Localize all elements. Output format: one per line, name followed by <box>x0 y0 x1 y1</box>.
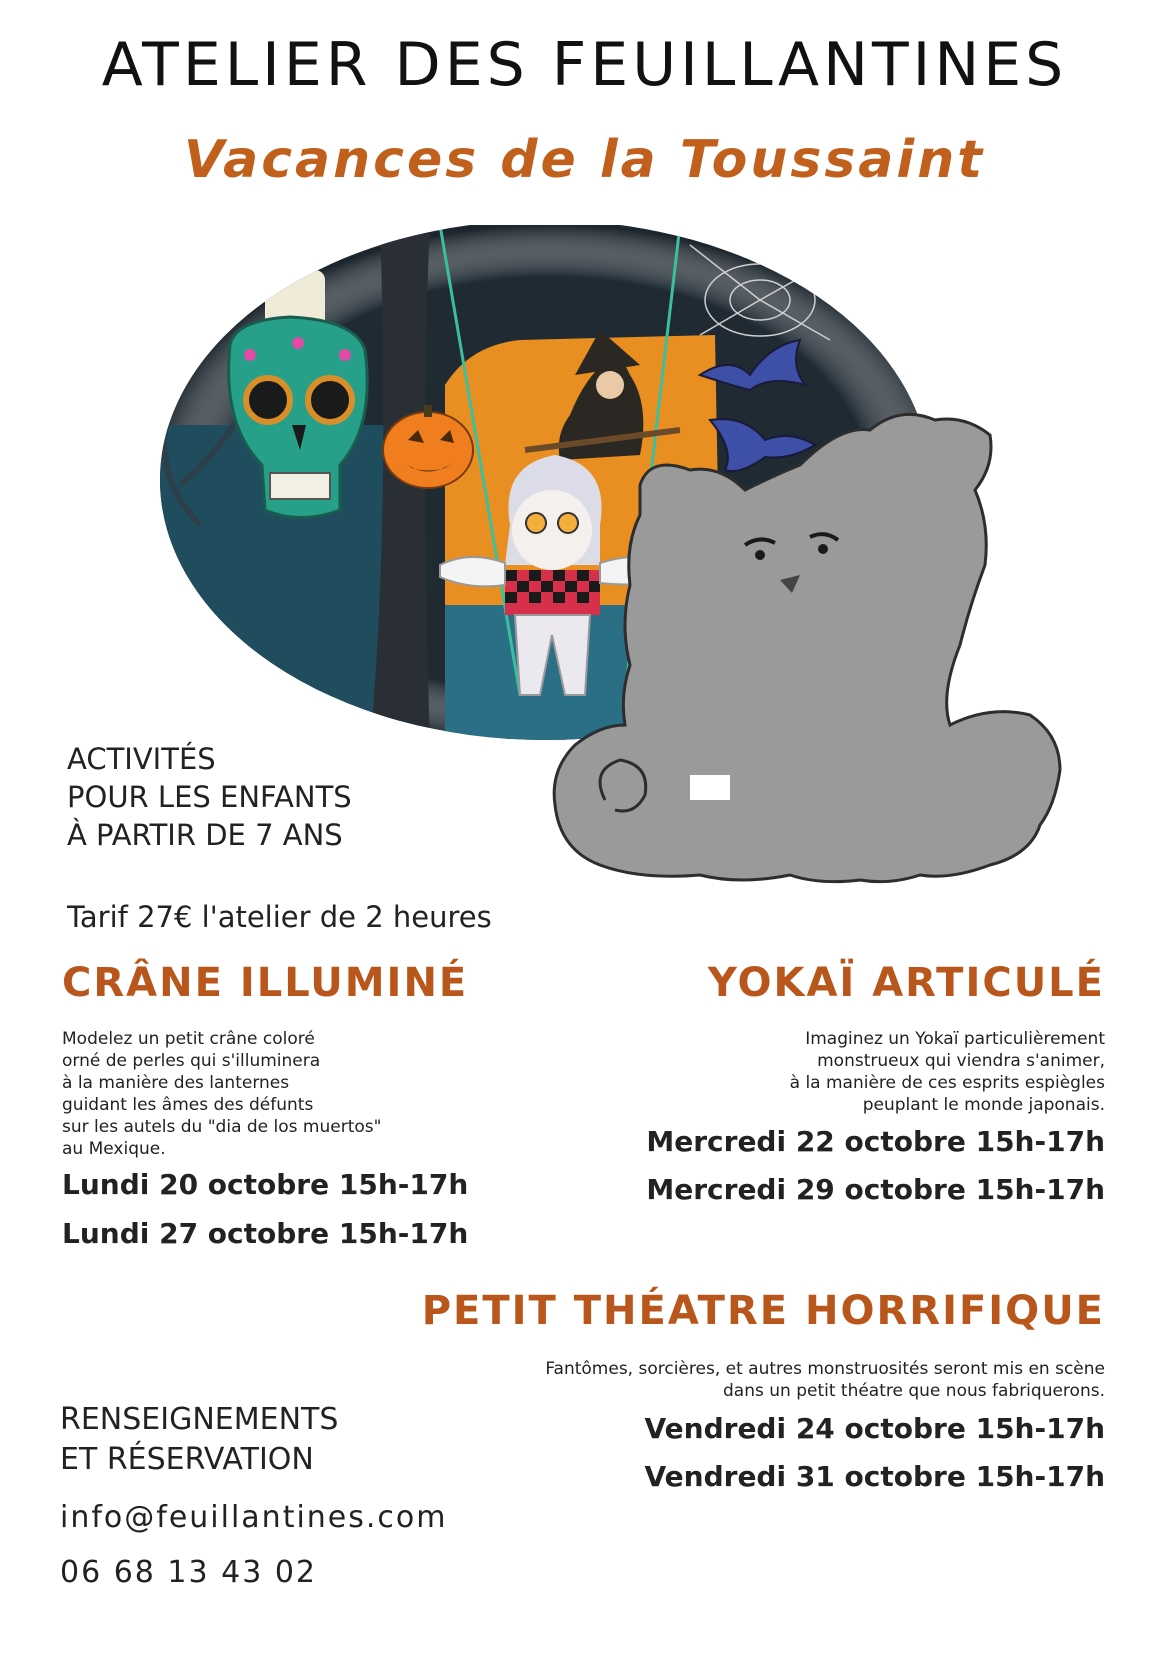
workshop-crane-date-1: Lundi 20 octobre 15h-17h <box>62 1168 469 1201</box>
workshop-yokai-date-2: Mercredi 29 octobre 15h-17h <box>646 1173 1105 1206</box>
contact-email[interactable]: info@feuillantines.com <box>60 1500 448 1535</box>
intro-line-activities: ACTIVITÉS <box>67 742 216 776</box>
workshop-theatre-date-1: Vendredi 24 octobre 15h-17h <box>644 1412 1105 1445</box>
contact-label-line-2: ET RÉSERVATION <box>60 1442 314 1477</box>
contact-phone[interactable]: 06 68 13 43 02 <box>60 1555 318 1590</box>
workshop-yokai-description: Imaginez un Yokaï particulièrement monstrueux qui viendra s'animer, à la manière de ces esprits espiègles peuplant le monde japonais. <box>789 1029 1105 1115</box>
contact-label <box>60 1400 338 1480</box>
workshop-yokai-title: YOKAÏ ARTICULÉ <box>707 960 1105 1006</box>
workshop-theatre-description: Fantômes, sorcières, et autres monstruosités seront mis en scène dans un petit théatre que nous fabriquerons. <box>545 1359 1105 1401</box>
workshop-crane-description: Modelez un petit crâne coloré orné de perles qui s'illuminera à la manière des lanternes guidant les âmes des défunts sur les autels du "dia de los muertos" au Mexique. <box>62 1029 382 1159</box>
workshop-theatre-date-2: Vendredi 31 octobre 15h-17h <box>644 1460 1105 1493</box>
intro-line-audience: POUR LES ENFANTS <box>67 780 352 814</box>
price-text: Tarif 27€ l'atelier de 2 heures <box>67 900 492 934</box>
workshop-yokai-date-1: Mercredi 22 octobre 15h-17h <box>646 1125 1105 1158</box>
contact-label-line-1: RENSEIGNEMENTS <box>60 1402 339 1437</box>
poster-subtitle: Vacances de la Toussaint <box>183 130 986 190</box>
workshop-theatre-title: PETIT THÉATRE HORRIFIQUE <box>421 1288 1105 1334</box>
workshop-crane-date-2: Lundi 27 octobre 15h-17h <box>62 1217 469 1250</box>
workshop-crane-title: CRÂNE ILLUMINÉ <box>62 960 469 1006</box>
intro-line-age: À PARTIR DE 7 ANS <box>67 818 343 852</box>
intro-block <box>67 740 352 854</box>
poster-title: ATELIER DES FEUILLANTINES <box>101 30 1068 100</box>
